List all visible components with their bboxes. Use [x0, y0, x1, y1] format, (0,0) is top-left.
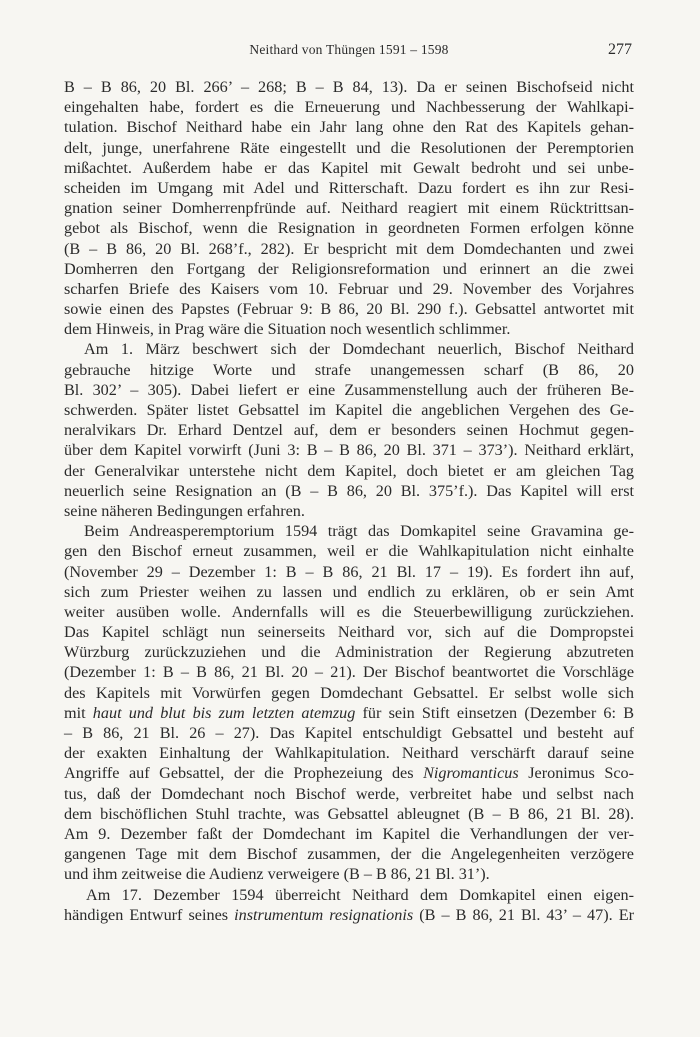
text-line: – B 86, 21 Bl. 26 – 27). Das Kapitel entschuldigt Gebsattel und besteht auf: [64, 724, 634, 742]
text-line: über dem Kapitel vorwirft (Juni 3: B – B 86, 20 Bl. 371 – 373’). Neithard erklärt,: [64, 441, 634, 460]
text-line: sowie einen des Papstes (Februar 9: B 86, 20 Bl. 290 f.). Gebsattel antwortet mit: [64, 300, 634, 319]
text-line: Das Kapitel schlägt nun seinerseits Neithard vor, sich auf die Dompropstei: [64, 623, 634, 642]
text-line: Am 1. März beschwert sich der Domdechant neuerlich, Bischof Neithard: [84, 340, 634, 359]
text-line: dem bischöflichen Stuhl trachte, was Gebsattel ableugnet (B – B 86, 21 Bl. 28).: [64, 804, 634, 823]
text-line: gebrauche hitzige Worte und strafe unangemessen scharf (B 86, 20: [64, 360, 634, 379]
running-head: Neithard von Thüngen 1591 – 1598: [249, 42, 449, 57]
body-text: [64, 77, 634, 925]
text-line: Am 9. Dezember faßt der Domdechant im Kapitel die Verhandlungen der ver-: [64, 824, 634, 843]
page-header: [64, 42, 634, 62]
text-line: des Kapitels mit Vorwürfen gegen Domdechant Gebsattel. Er selbst wolle sich: [64, 683, 634, 702]
text-line: Am 17. Dezember 1594 überreicht Neithard dem Domkapitel einen eigen-: [86, 885, 634, 904]
text-line: der exakten Einhaltung der Wahlkapitulation. Neithard verschärft darauf seine: [64, 744, 634, 763]
text-line: schwerden. Später listet Gebsattel im Kapitel die angeblichen Vergehen des Ge-: [64, 401, 634, 419]
text-line: B – B 86, 20 Bl. 266’ – 268; B – B 84, 13). Da er seinen Bischofseid nicht: [64, 78, 634, 96]
text-line: dem Hinweis, in Prag wäre die Situation noch wesentlich schlimmer.: [64, 320, 511, 339]
text-line: gnation seiner Domherrenpfründe auf. Neithard reagiert mit einem Rücktrittsan-: [64, 199, 634, 218]
text-line: der Generalvikar unterstehe nicht dem Kapitel, doch bietet er am gleichen Tag: [64, 461, 634, 480]
text-line: (Dezember 1: B – B 86, 21 Bl. 20 – 21). Der Bischof beantwortet die Vorschläge: [64, 663, 634, 682]
text-line: mißachtet. Außerdem habe er das Kapitel mit Gewalt bedroht und sei unbe-: [64, 158, 634, 177]
quoted-phrase: haut und blut bis zum letzten atemzug: [92, 703, 356, 722]
page-number: 277: [608, 41, 632, 58]
text-line: gebot als Bischof, wenn die Resignation in geordneten Formen erfolgen könne: [64, 219, 634, 238]
text-line: scharfen Briefe des Kaisers vom 10. Februar und 29. November des Vorjahres: [64, 279, 634, 298]
text-line: neralvikars Dr. Erhard Dentzel auf, dem er besonders seinen Hochmut gegen-: [64, 421, 634, 440]
text-line: (B – B 86, 20 Bl. 268’f., 282). Er bespricht mit dem Domdechanten und zwei: [64, 239, 634, 258]
text-line: weiter ausüben wolle. Andernfalls will es die Steuerbewilligung zurückziehen.: [64, 602, 634, 621]
text-line: scheiden im Umgang mit Adel und Ritterschaft. Dazu fordert es ihn zur Resi-: [64, 178, 634, 197]
text-line: (November 29 – Dezember 1: B – B 86, 21 Bl. 17 – 19). Es fordert ihn auf,: [64, 562, 634, 581]
text-line: Beim Andreasperemptorium 1594 trägt das Domkapitel seine Gravamina ge-: [84, 522, 634, 541]
text-line: gen den Bischof erneut zusammen, weil er die Wahlkapitulation nicht einhalte: [64, 542, 634, 561]
text-line: sich zum Priester weihen zu lassen und endlich zu erklären, ob er sein Amt: [64, 582, 634, 601]
quoted-term: instrumentum resignationis: [234, 905, 414, 924]
text-line: gangenen Tage mit dem Bischof zusammen, der die Angelegenheiten verzögere: [64, 845, 634, 864]
quoted-term: Nigromanticus: [423, 764, 519, 783]
text-line: delt, junge, unerfahrene Räte eingestellt und die Resolutionen der Peremptorien: [64, 138, 634, 157]
text-line: händigen Entwurf seines instrumentum resignationis (B – B 86, 21 Bl. 43’ – 47). Er: [64, 905, 634, 924]
text-line: und ihm zeitweise die Audienz verweigere (B – B 86, 21 Bl. 31’).: [64, 865, 490, 884]
text-line: tulation. Bischof Neithard habe ein Jahr lang ohne den Rat des Kapitels gehan-: [64, 118, 634, 137]
text-line: eingehalten habe, fordert es die Erneuerung und Nachbesserung der Wahlkapi-: [64, 98, 634, 117]
text-line: Bl. 302’ – 305). Dabei liefert er eine Zusammenstellung auch der früheren Be-: [64, 380, 634, 399]
text-line: seine näheren Bedingungen erfahren.: [64, 501, 305, 520]
text-line: Domherren den Fortgang der Religionsreformation und erinnert an die zwei: [64, 259, 634, 278]
text-line: neuerlich seine Resignation an (B – B 86, 20 Bl. 375’f.). Das Kapitel will erst: [64, 481, 634, 500]
text-line: tus, daß der Domdechant noch Bischof werde, verbreitet habe und selbst nach: [64, 784, 634, 803]
text-line: mit haut und blut bis zum letzten atemzug für sein Stift einsetzen (Dezember 6: B: [64, 703, 634, 722]
text-line: Angriffe auf Gebsattel, der die Prophezeiung des Nigromanticus Jeronimus Sco-: [64, 764, 634, 783]
text-line: Würzburg zurückzuziehen und die Administration der Regierung abzutreten: [64, 643, 634, 662]
